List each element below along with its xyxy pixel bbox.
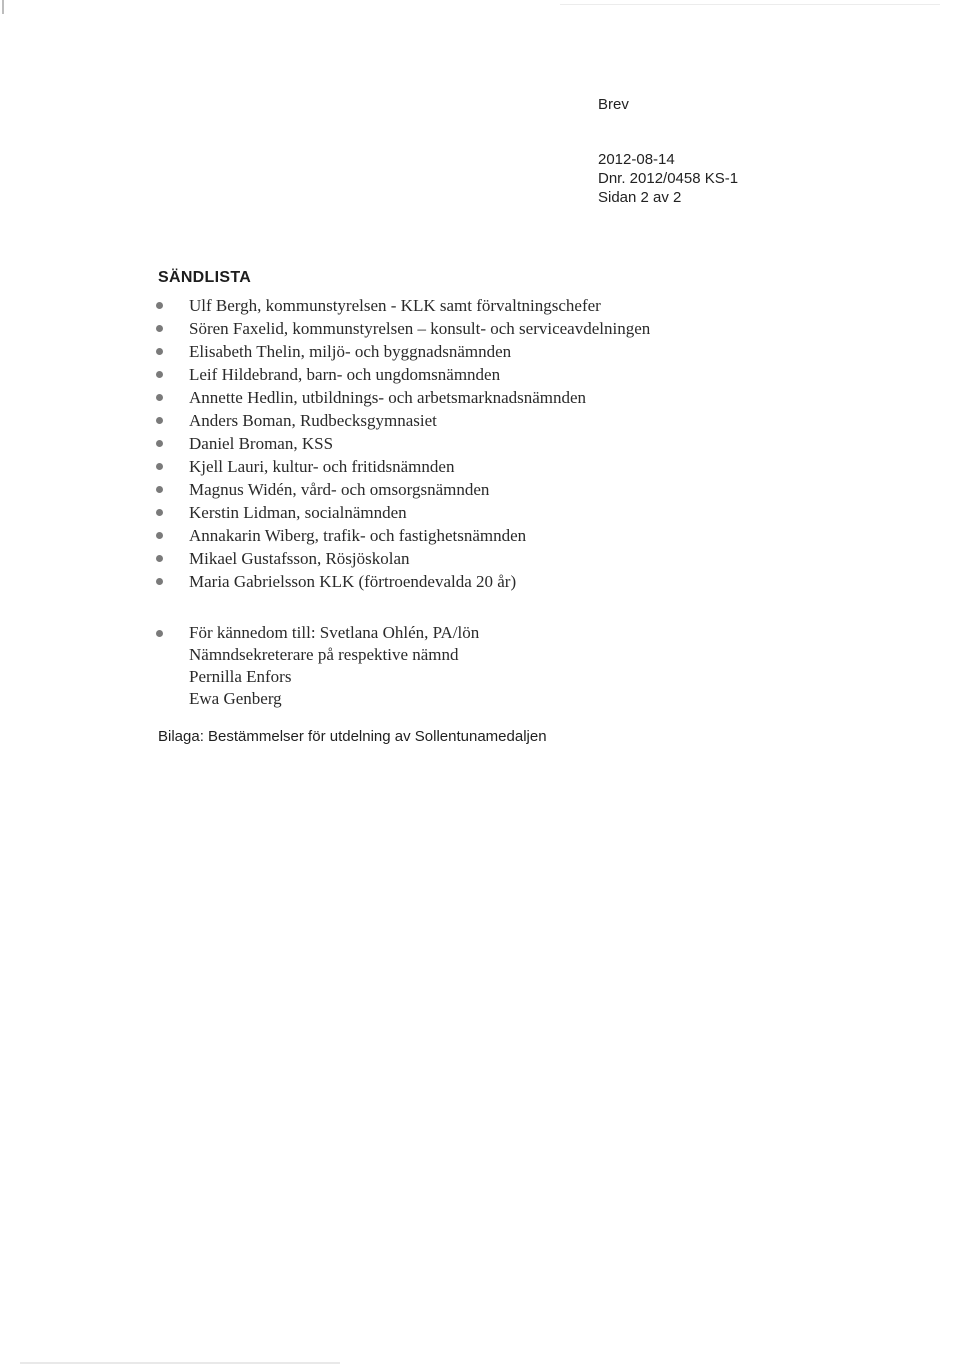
list-item [0,410,960,432]
bullet-icon [156,463,163,470]
bullet-icon [156,394,163,401]
scan-edge-mark [2,0,4,14]
page-title: SÄNDLISTA [158,269,252,286]
cc-line: Ewa Genberg [189,689,282,708]
list-item [0,502,960,524]
bullet-icon [156,371,163,378]
list-item [0,433,960,455]
bullet-icon [156,325,163,332]
recipient-text: Maria Gabrielsson KLK (förtroendevalda 20 år) [189,572,517,591]
list-item [0,364,960,386]
recipient-text: Annakarin Wiberg, trafik- och fastighetsnämnden [189,526,527,545]
bullet-icon [156,532,163,539]
recipient-text: Mikael Gustafsson, Rösjöskolan [189,549,410,568]
list-item [0,341,960,363]
list-item [0,571,960,593]
list-item [0,548,960,570]
bullet-icon [156,630,163,637]
cc-line: För kännedom till: Svetlana Ohlén, PA/lön [189,623,480,642]
recipient-text: Ulf Bergh, kommunstyrelsen - KLK samt förvaltningschefer [189,296,601,315]
bullet-icon [156,440,163,447]
recipient-text: Annette Hedlin, utbildnings- och arbetsmarknadsnämnden [189,388,587,407]
document-meta [598,150,738,207]
cc-line: Pernilla Enfors [189,667,292,686]
document-type: Brev [598,96,629,113]
bullet-icon [156,302,163,309]
list-item [0,525,960,547]
bullet-icon [156,555,163,562]
attachment-note: Bilaga: Bestämmelser för utdelning av Sollentunamedaljen [158,728,547,745]
scan-artifact-bottom [20,1362,340,1364]
bullet-icon [156,348,163,355]
scan-artifact-top [560,4,940,5]
recipient-text: Magnus Widén, vård- och omsorgsnämnden [189,480,490,499]
recipient-text: Kjell Lauri, kultur- och fritidsnämnden [189,457,455,476]
bullet-icon [156,417,163,424]
list-item [0,318,960,340]
list-item [0,387,960,409]
document-reference: Dnr. 2012/0458 KS-1 [598,170,739,187]
list-item [0,479,960,501]
document-date: 2012-08-14 [598,151,675,168]
bullet-icon [156,509,163,516]
bullet-icon [156,578,163,585]
list-item [0,295,960,317]
list-item [0,456,960,478]
cc-line: Nämndsekreterare på respektive nämnd [189,645,459,664]
recipient-text: Leif Hildebrand, barn- och ungdomsnämnden [189,365,501,384]
recipient-text: Kerstin Lidman, socialnämnden [189,503,407,522]
recipient-text: Anders Boman, Rudbecksgymnasiet [189,411,437,430]
recipient-text: Daniel Broman, KSS [189,434,334,453]
recipient-text: Sören Faxelid, kommunstyrelsen – konsult- och serviceavdelningen [189,319,651,338]
bullet-icon [156,486,163,493]
page-number: Sidan 2 av 2 [598,189,682,206]
recipient-text: Elisabeth Thelin, miljö- och byggnadsnämnden [189,342,512,361]
